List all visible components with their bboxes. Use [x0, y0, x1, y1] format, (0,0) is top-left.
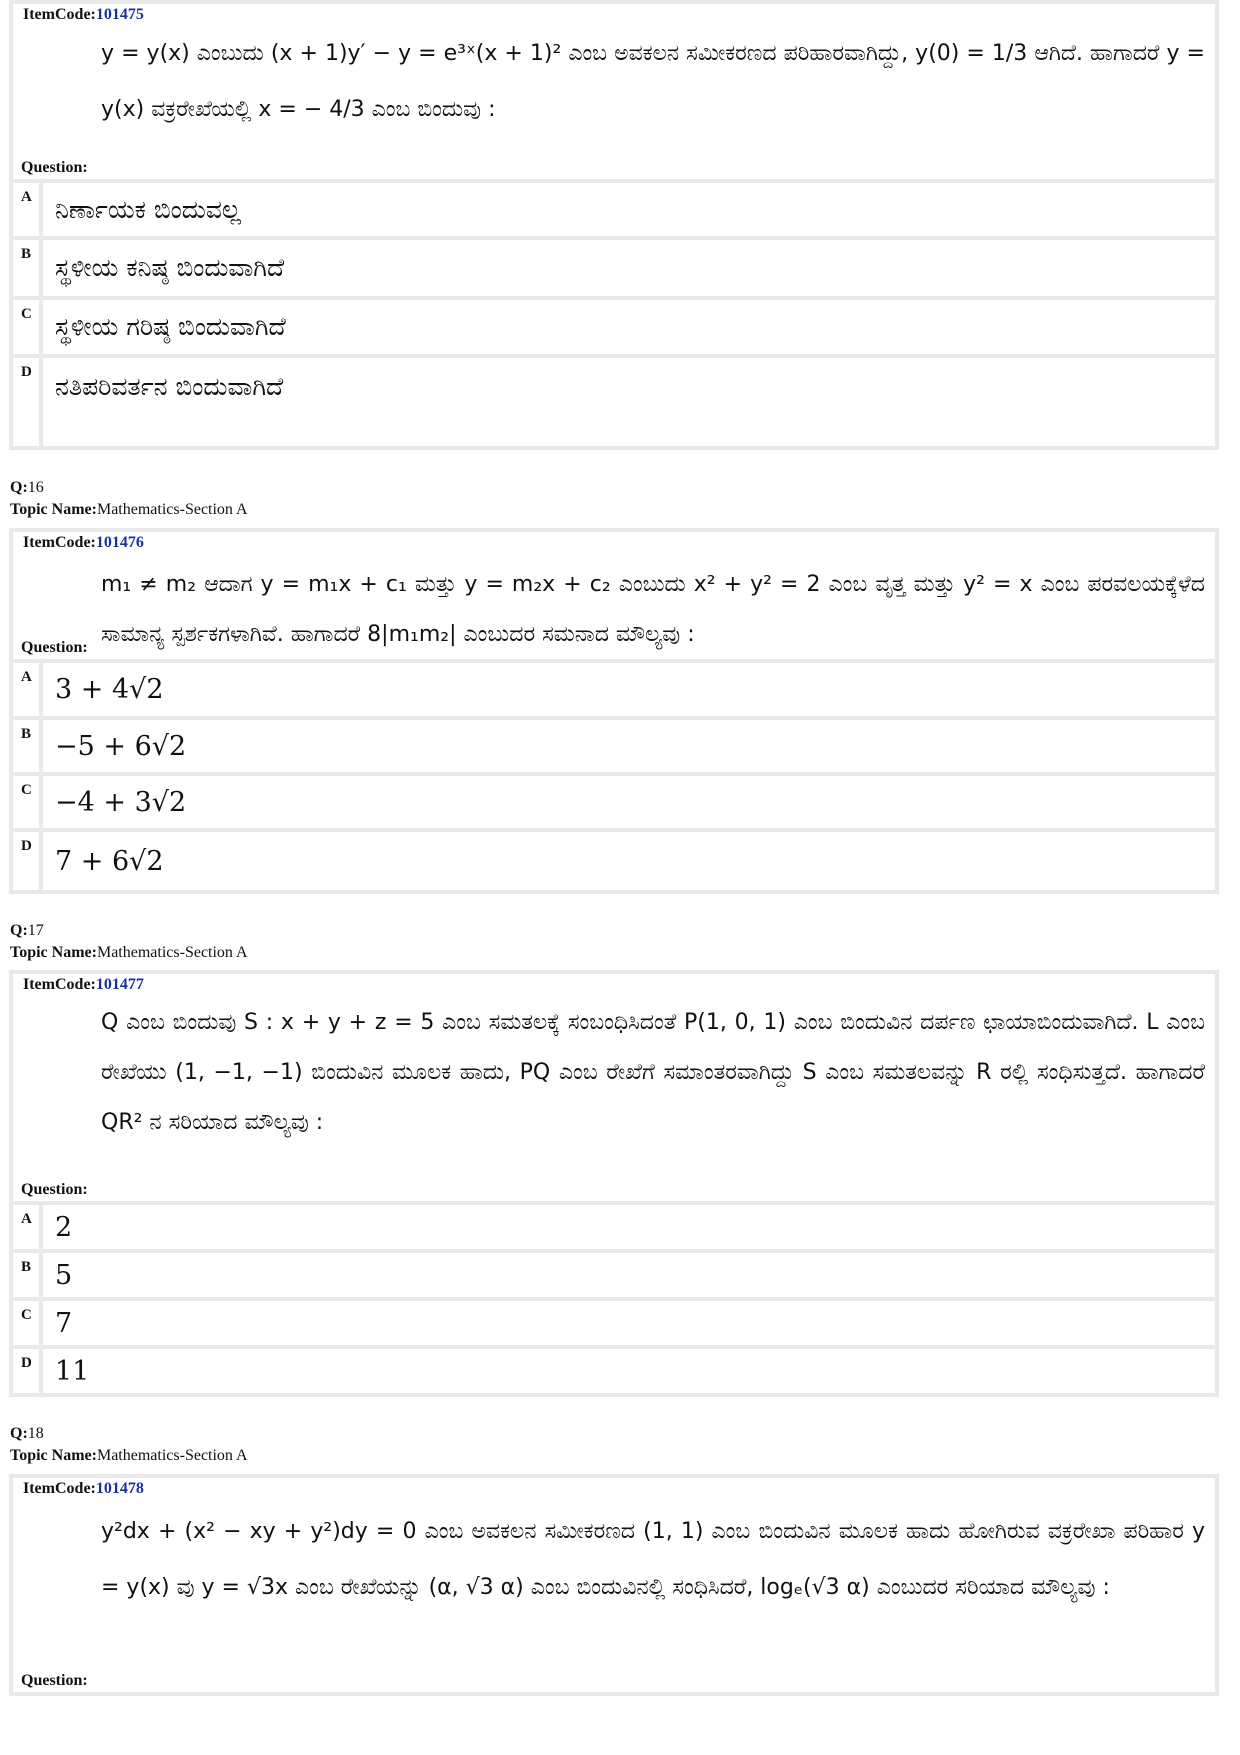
option-letter: A: [13, 1205, 43, 1249]
option-c[interactable]: [9, 1301, 1219, 1349]
option-letter: C: [13, 300, 43, 354]
option-b[interactable]: [9, 1253, 1219, 1301]
question-box-101475: [9, 0, 1219, 183]
option-letter: D: [13, 832, 43, 890]
question-box-101476: [9, 528, 1219, 663]
question-number: Q:16: [10, 479, 44, 496]
topic-name: Topic Name:Mathematics-Section A: [10, 501, 248, 518]
question-box-101478: [9, 1474, 1219, 1696]
option-letter: C: [13, 1301, 43, 1345]
option-letter: C: [13, 776, 43, 828]
option-text: 5: [55, 1259, 73, 1291]
option-c[interactable]: [9, 300, 1219, 358]
option-letter: A: [13, 663, 43, 716]
option-text: −4 + 3√2: [55, 786, 187, 818]
option-d[interactable]: [9, 1349, 1219, 1397]
question-label: Question:: [21, 1181, 88, 1198]
option-d[interactable]: [9, 832, 1219, 894]
option-text: 3 + 4√2: [55, 674, 164, 705]
item-code: ItemCode:101476: [23, 534, 144, 551]
option-c[interactable]: [9, 776, 1219, 832]
question-label: Question:: [21, 1672, 88, 1689]
question-text: y = y(x) ಎಂಬುದು (x + 1)y′ − y = e³ˣ(x + 1)² ಎಂಬ ಅವಕಲನ ಸಮೀಕರಣದ ಪರಿಹಾರವಾಗಿದ್ದು, y(0) = 1/3 ಆಗಿದೆ. ಹಾಗಾದರೆ y = y(x) ವಕ್ರರೇಖೆಯಲ್ಲಿ x = − 4/3 ಎಂಬ ಬಿಂದುವು :: [101, 41, 1205, 122]
option-text: ಸ್ಥಳೀಯ ಕನಿಷ್ಠ ಬಿಂದುವಾಗಿದೆ: [55, 253, 285, 282]
option-text: ನಿರ್ಣಾಯಕ ಬಿಂದುವಲ್ಲ: [55, 194, 242, 224]
option-text: ಸ್ಥಳೀಯ ಗರಿಷ್ಠ ಬಿಂದುವಾಗಿದೆ: [55, 312, 286, 341]
question-text: Q ಎಂಬ ಬಿಂದುವು S : x + y + z = 5 ಎಂಬ ಸಮತಲಕ್ಕೆ ಸಂಬಂಧಿಸಿದಂತೆ P(1, 0, 1) ಎಂಬ ಬಿಂದುವಿನ ದರ್ಪಣ ಛಾಯಾಬಿಂದುವಾಗಿದೆ. L ಎಂಬ ರೇಖೆಯು (1, −1, −1) ಬಿಂದುವಿನ ಮೂಲಕ ಹಾದು, PQ ಎಂಬ ರೇಖೆಗೆ ಸಮಾಂತರವಾಗಿದ್ದು S ಎಂಬ ಸಮತಲವನ್ನು R ರಲ್ಲಿ ಸಂಧಿಸುತ್ತದೆ. ಹಾಗಾದರೆ QR² ನ ಸರಿಯಾದ ಮೌಲ್ಯವು :: [101, 1010, 1205, 1135]
option-b[interactable]: [9, 240, 1219, 300]
option-letter: B: [13, 240, 43, 296]
option-text: ನತಿಪರಿವರ್ತನ ಬಿಂದುವಾಗಿದೆ: [55, 372, 284, 401]
option-d[interactable]: [9, 358, 1219, 450]
option-a[interactable]: [9, 183, 1219, 240]
option-a[interactable]: [9, 663, 1219, 720]
option-letter: D: [13, 358, 43, 446]
item-code: ItemCode:101475: [23, 6, 144, 23]
option-letter: B: [13, 1253, 43, 1297]
option-letter: A: [13, 183, 43, 236]
question-label: Question:: [21, 159, 88, 176]
item-code: ItemCode:101478: [23, 1480, 144, 1497]
option-text: 7: [55, 1307, 73, 1339]
option-text: 11: [55, 1355, 90, 1387]
question-text: m₁ ≠ m₂ ಆದಾಗ y = m₁x + c₁ ಮತ್ತು y = m₂x + c₂ ಎಂಬುದು x² + y² = 2 ಎಂಬ ವೃತ್ತ ಮತ್ತು y² = x ಎಂಬ ಪರವಲಯಕ್ಕೆಳೆದ ಸಾಮಾನ್ಯ ಸ್ಪರ್ಶಕಗಳಾಗಿವೆ. ಹಾಗಾದರೆ 8|m₁m₂| ಎಂಬುದರ ಸಮನಾದ ಮೌಲ್ಯವು :: [101, 572, 1205, 647]
topic-name: Topic Name:Mathematics-Section A: [10, 1447, 248, 1464]
option-letter: B: [13, 720, 43, 772]
topic-name: Topic Name:Mathematics-Section A: [10, 944, 248, 961]
option-text: 2: [55, 1211, 73, 1243]
option-text: 7 + 6√2: [55, 845, 164, 877]
question-box-101477: [9, 970, 1219, 1205]
question-number: Q:18: [10, 1425, 44, 1442]
item-code: ItemCode:101477: [23, 976, 144, 993]
option-text: −5 + 6√2: [55, 730, 187, 762]
question-text: y²dx + (x² − xy + y²)dy = 0 ಎಂಬ ಅವಕಲನ ಸಮೀಕರಣದ (1, 1) ಎಂಬ ಬಿಂದುವಿನ ಮೂಲಕ ಹಾದು ಹೋಗಿರುವ ವಕ್ರರೇಖಾ ಪರಿಹಾರ y = y(x) ವು y = √3x ಎಂಬ ರೇಖೆಯನ್ನು (α, √3 α) ಎಂಬ ಬಿಂದುವಿನಲ್ಲಿ ಸಂಧಿಸಿದರೆ, logₑ(√3 α) ಎಂಬುದರ ಸರಿಯಾದ ಮೌಲ್ಯವು :: [101, 1519, 1205, 1600]
option-a[interactable]: [9, 1205, 1219, 1253]
question-number: Q:17: [10, 922, 44, 939]
option-b[interactable]: [9, 720, 1219, 776]
question-label: Question:: [21, 639, 88, 656]
option-letter: D: [13, 1349, 43, 1393]
